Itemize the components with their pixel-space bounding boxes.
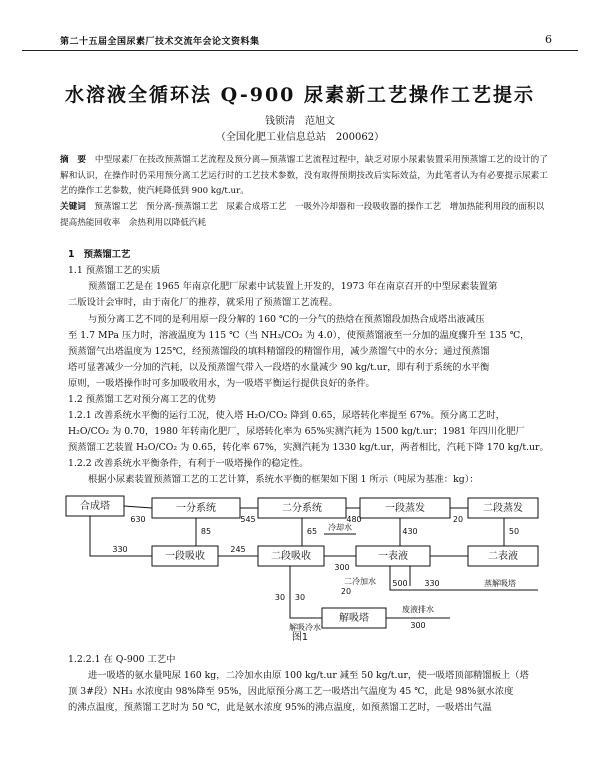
- flow-label: 245: [230, 545, 246, 554]
- label-box-second-surface: 二表液: [488, 551, 518, 562]
- paragraph-line: 顶 3#段）NH₃ 水浓度由 98%降至 95%，因此原预分离工艺一吸塔出气温度为 45 ℃，此是 98%氨水浓度: [68, 686, 514, 697]
- label-box-first-evap: 一段蒸发: [385, 503, 425, 514]
- paragraph-line: 的沸点温度，预蒸馏工艺时为 50 ℃，此是氨水浓度 95%的沸点温度，如预蒸馏工艺时，一吸塔出气温: [68, 702, 492, 713]
- water-balance-diagram: [60, 490, 550, 638]
- abstract: [60, 153, 548, 200]
- label-box-second-decomp: 二分系统: [282, 503, 322, 514]
- page-number: 6: [545, 33, 552, 46]
- flow-label: 二冷加水: [344, 577, 376, 586]
- affiliation: （全国化肥工业信息总站 200062）: [215, 132, 385, 143]
- label-box-first-absorb: 一段吸收: [165, 551, 205, 562]
- paragraph-line: 1.2.2 改善系统水平衡条件，有利于一吸塔操作的稳定性。: [68, 458, 309, 469]
- flow-label: 冷却水: [328, 523, 352, 532]
- flow-label: 330: [112, 545, 128, 554]
- paragraph-line: 至 1.7 MPa 压力时，溶液温度为 115 ℃（当 NH₃/CO₂ 为 4.0），使预蒸馏液至一分加的温度骤升至 135 ℃，: [68, 330, 530, 341]
- label-box-synthesis-tower: 合成塔: [80, 501, 110, 512]
- authors: 钱锁清 范旭文: [265, 116, 335, 127]
- running-header: [22, 34, 578, 51]
- flow-label: 300: [334, 563, 350, 572]
- paragraph-line: 1.2.1 改善系统水平衡的运行工况，使入塔 H₂O/CO₂ 降到 0.65，尿塔转化率提至 67%。预分离工艺时，: [68, 410, 505, 421]
- flow-label: 30: [274, 593, 286, 602]
- paragraph-line: 预蒸馏工艺是在 1965 年南京化肥厂尿素中试装置上开发的，1973 年在南京召开的中型尿素装置第: [88, 281, 498, 292]
- flow-label: 20: [452, 515, 464, 524]
- flow-label: 20: [340, 587, 352, 596]
- flow-label: 500: [392, 579, 408, 588]
- subsection-1-1: 1.1 预蒸馏工艺的实质: [68, 265, 161, 276]
- label-box-first-decomp: 一分系统: [176, 503, 216, 514]
- paragraph-line: 原则，一吸塔操作时可多加吸收用水，为一吸塔平衡运行提供良好的条件。: [68, 378, 375, 389]
- label-box-first-surface: 一表液: [378, 551, 408, 562]
- flow-label: 65: [306, 527, 318, 536]
- section-heading: 1 预蒸馏工艺: [68, 249, 131, 260]
- flow-label: 废液排水: [402, 605, 434, 614]
- abstract-label: 摘 要: [60, 155, 87, 165]
- paragraph-line: H₂O/CO₂ 为 0.70，1980 年转南化肥厂，尿塔转化率为 65%实测汽耗为 1500 kg/t.ur；1981 年四川化肥厂: [68, 426, 525, 437]
- flow-label: 330: [424, 579, 440, 588]
- paragraph-line: 与预分离工艺不同的是利用原一段分解的 160 ℃的一分气的热焓在预蒸馏段加热合成塔出液减压: [88, 314, 485, 325]
- flow-label: 蒸解吸塔: [484, 579, 516, 588]
- paragraph-line: 根据小尿素装置预蒸馏工艺的工艺计算，系统水平衡的框架如下图 1 所示（吨尿为基准：kg）：: [88, 474, 479, 485]
- paragraph-line: 进一吸塔的氨水量吨尿 160 kg，二冷加水由原 100 kg/t.ur 减至 50 kg/t.ur，使一吸塔顶部精馏板上（塔: [88, 670, 529, 681]
- paragraph-line: 预蒸馏工艺装置 H₂O/CO₂ 为 0.65，转化率 67%，实测汽耗为 1330 kg/t.ur，两者相比，汽耗下降 170 kg/t.ur。: [68, 442, 549, 453]
- flow-label: 85: [200, 527, 212, 536]
- label-box-desorber: 解吸塔: [339, 613, 369, 624]
- subsection-1-2: 1.2 预蒸馏工艺对预分离工艺的优势: [68, 394, 216, 405]
- flow-label: 30: [294, 593, 306, 602]
- flow-label: 545: [240, 515, 256, 524]
- paragraph-line: 二版设计会审时，由于南化厂的推荐，就采用了预蒸馏工艺流程。: [68, 297, 338, 308]
- flow-label: 630: [130, 515, 146, 524]
- label-box-second-absorb: 二段吸收: [271, 551, 311, 562]
- flow-label: 430: [402, 527, 418, 536]
- journal-title: 第二十五届全国尿素厂技术交流年会论文资料集: [60, 37, 260, 47]
- keywords-label: 关键词: [60, 202, 86, 212]
- label-box-second-evap: 二段蒸发: [483, 503, 523, 514]
- subsection-1-2-2-1: 1.2.2.1 在 Q-900 工艺中: [68, 654, 176, 665]
- flow-label: 解吸冷水: [289, 623, 321, 632]
- keywords-text: 预蒸馏工艺 预分离-预蒸馏工艺 尿素合成塔工艺 一吸外冷却器和一段吸收器的操作工艺 增加热能利用段的面积以提高热能回收率 余热利用以降低汽耗: [60, 202, 545, 228]
- figure-caption: 图1: [291, 632, 309, 643]
- paragraph-line: 塔可显著减少一分加的汽耗，以及预蒸馏气带入一段塔的水量减少 90 kg/t.ur，即有利于系统的水平衡: [68, 362, 490, 373]
- paragraph-line: 预蒸馏气出塔温度为 125℃，经预蒸馏段的填料精馏段的精馏作用，减少蒸馏气中的水分；通过预蒸馏: [68, 346, 490, 357]
- paper-title: 水溶液全循环法 Q-900 尿素新工艺操作工艺提示: [64, 84, 536, 106]
- flow-label: 480: [346, 515, 362, 524]
- flow-label: 300: [410, 621, 426, 630]
- flow-label: 50: [508, 527, 520, 536]
- abstract-text: 中型尿素厂在技改预蒸馏工艺流程及预分离—预蒸馏工艺流程过程中，缺乏对原小尿素装置采用预蒸馏工艺的设计的了解和认识，在操作时仍采用预分离工艺运行时的工艺技术参数，没有取得预期技改后实际效益，为此笔者认为有必要提示尿素工艺的操作工艺参数，使汽耗降低到 900 kg/t.ur。: [60, 155, 548, 196]
- keywords: [60, 200, 548, 231]
